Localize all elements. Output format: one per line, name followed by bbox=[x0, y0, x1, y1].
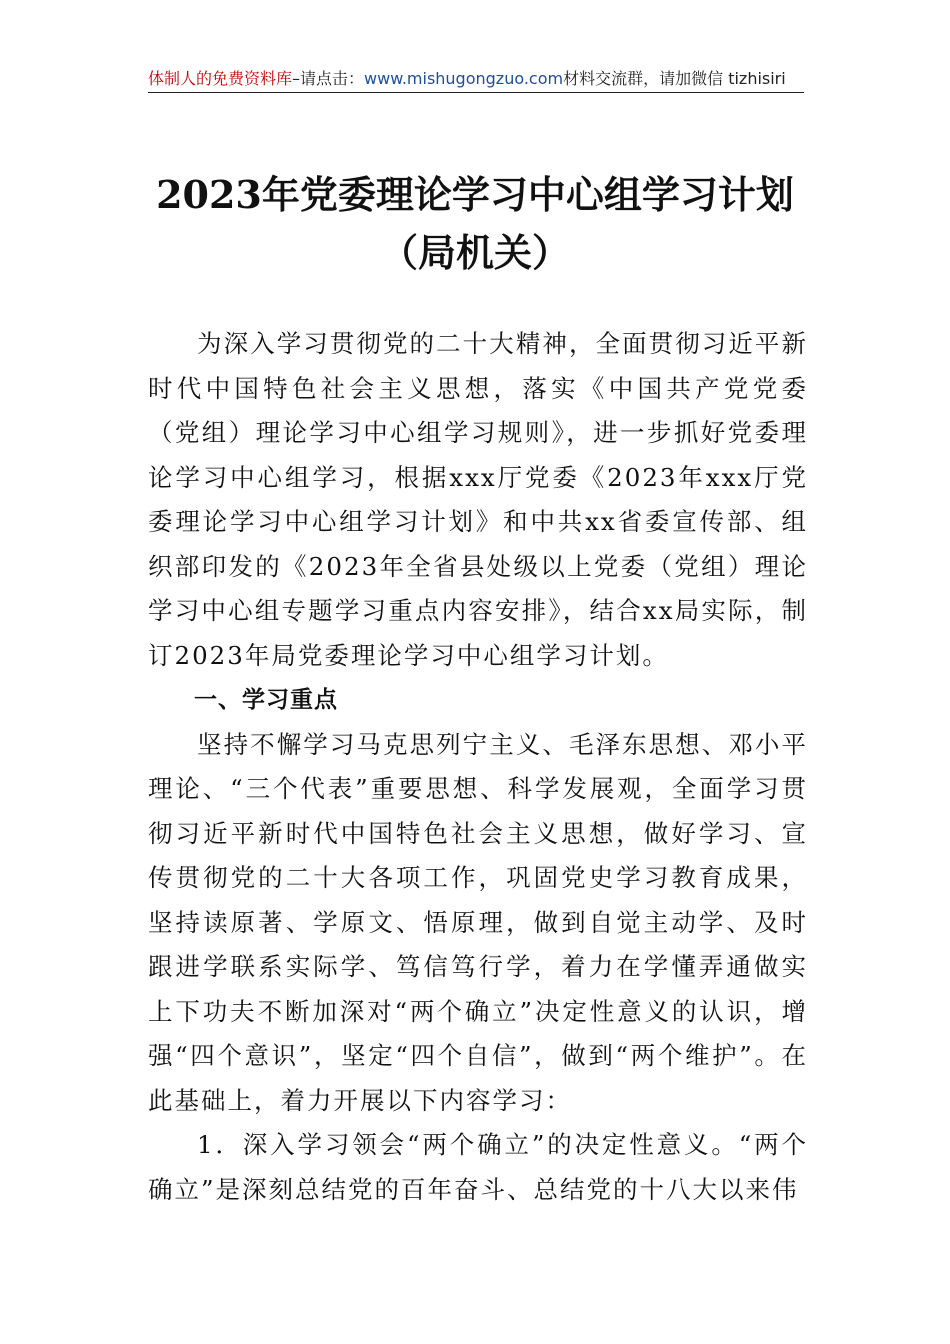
study-focus-paragraph: 坚持不懈学习马克思列宁主义、毛泽东思想、邓小平理论、“三个代表”重要思想、科学发展观，全面学习贯彻习近平新时代中国特色社会主义思想，做好学习、宣传贯彻党的二十大各项工作，巩固党史学习教育成果，坚持读原著、学原文、悟原理，做到自觉主动学、及时跟进学联系实际学、笃信笃行学，着力在学懂弄通做实上下功夫不断加深对“两个确立”决定性意义的认识，增强“四个意识”，坚定“四个自信”，做到“两个维护”。在此基础上，着力开展以下内容学习： bbox=[148, 729, 808, 1115]
section-heading-study-focus: 一、学习重点 bbox=[194, 687, 338, 713]
header-url-link[interactable]: www.mishugongzuo.com bbox=[364, 69, 564, 88]
header-contact: 材料交流群，请加微信 tizhisiri bbox=[563, 69, 786, 88]
document-body bbox=[148, 322, 808, 1212]
intro-paragraph: 为深入学习贯彻党的二十大精神，全面贯彻习近平新时代中国特色社会主义思想，落实《中国共产党党委（党组）理论学习中心组学习规则》，进一步抓好党委理论学习中心组学习，根据xxx厅党委《2023年xxx厅党委理论学习中心组学习计划》和中共xx省委宣传部、组织部印发的《2023年全省县处级以上党委（党组）理论学习中心组专题学习重点内容安排》，结合xx局实际，制订2023年局党委理论学习中心组学习计划。 bbox=[148, 329, 808, 670]
header-prompt: –请点击： bbox=[292, 69, 365, 88]
document-title: 2023年党委理论学习中心组学习计划（局机关） bbox=[156, 172, 794, 275]
header-brand: 体制人的免费资料库 bbox=[148, 69, 293, 88]
page-header bbox=[148, 66, 804, 93]
item-1-paragraph: 1．深入学习领会“两个确立”的决定性意义。“两个确立”是深刻总结党的百年奋斗、总结党的十八大以来伟 bbox=[148, 1130, 808, 1204]
